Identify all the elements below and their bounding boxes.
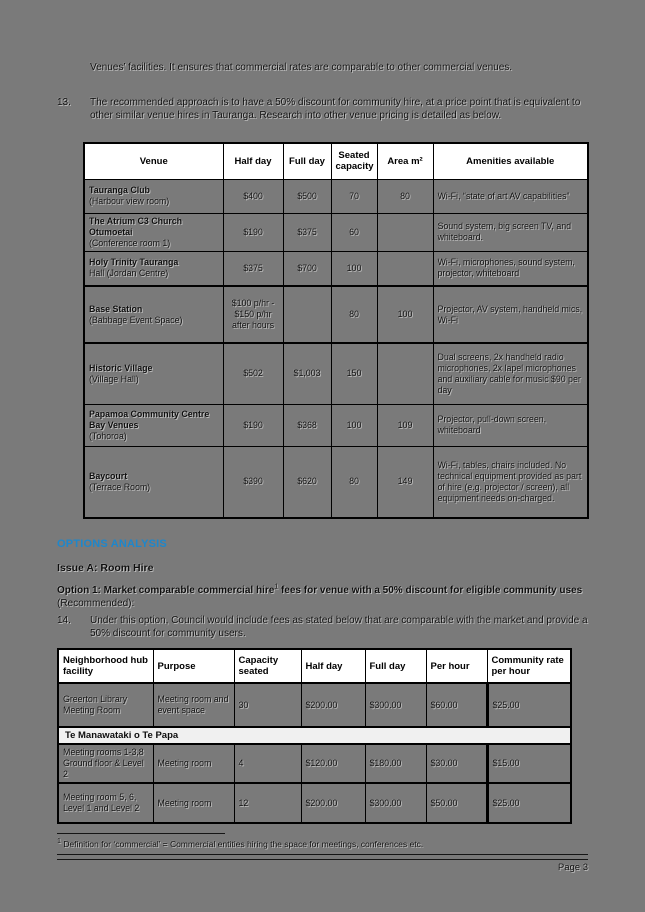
- list-number: 13.: [57, 97, 71, 108]
- community-table-header-row: [58, 649, 571, 683]
- half-day-cell: $390: [223, 446, 283, 518]
- half-day-cell: $200.00: [301, 783, 365, 823]
- col-header-half-day: Half day: [301, 649, 365, 683]
- venue-name: Baycourt: [89, 470, 128, 481]
- per-hour-cell: $30.00: [426, 744, 487, 783]
- option1-bold-text: fees for venue with a 50% discount for eligible community uses: [278, 585, 583, 596]
- seated-cell: 80: [331, 446, 377, 518]
- venue-row: [84, 446, 588, 518]
- area-cell: 80: [377, 179, 433, 213]
- venues-table: [83, 142, 589, 519]
- venue-name: Historic Village: [89, 362, 153, 373]
- paragraph-continuation: Venues’ facilities. It ensures that commercial rates are comparable to other commercial venues.: [90, 62, 513, 73]
- venue-subname: (Village Hall): [89, 373, 139, 384]
- amenities-cell: Projector, AV system, handheld mics, Wi-Fi: [433, 286, 588, 343]
- half-day-cell: $200.00: [301, 683, 365, 727]
- venue-subname: (Babbage Event Space): [89, 314, 183, 325]
- venue-subname: (Conference room 1): [89, 237, 171, 248]
- amenities-cell: Dual screens, 2x handheld radio microphones, 2x lapel microphones and auxiliary cable for music $90 per day: [433, 343, 588, 404]
- amenities-cell: Projector, pull-down screen, whiteboard: [433, 404, 588, 446]
- half-day-cell: $375: [223, 251, 283, 286]
- footnote-text: Definition for ‘commercial’ = Commercial entities hiring the space for meetings, conferences etc.: [60, 839, 424, 849]
- venue-subname: (Terrace Room): [89, 481, 151, 492]
- full-day-cell: $368: [283, 404, 331, 446]
- list-number: 14.: [57, 615, 71, 626]
- full-day-cell: $500: [283, 179, 331, 213]
- venue-row: [84, 179, 588, 213]
- option1-heading: [57, 584, 585, 610]
- page-number: Page 3: [557, 862, 588, 873]
- col-header-half-day: Half day: [223, 143, 283, 179]
- footnote-separator: [57, 833, 225, 834]
- seated-cell: 100: [331, 251, 377, 286]
- capacity-cell: 12: [234, 783, 301, 823]
- list-text: Under this option, Council would include fees as stated below that are comparable with the market and provide a 50% discount for community users.: [90, 615, 588, 639]
- purpose-cell: Meeting room and event space: [153, 683, 234, 727]
- venue-row: [84, 286, 588, 343]
- col-header-area: Area m²: [377, 143, 433, 179]
- community-rates-table: [57, 648, 572, 824]
- per-hour-cell: $60.00: [426, 683, 487, 727]
- venue-name: Base Station: [89, 303, 143, 314]
- seated-cell: 60: [331, 213, 377, 251]
- col-header-capacity: Capacity seated: [234, 649, 301, 683]
- list-item-14: [57, 614, 590, 640]
- area-cell: [377, 343, 433, 404]
- purpose-cell: Meeting room: [153, 744, 234, 783]
- full-day-cell: $620: [283, 446, 331, 518]
- half-day-cell: $100 p/hr - $150 p/hr after hours: [223, 286, 283, 343]
- col-header-full-day: Full day: [283, 143, 331, 179]
- venue-name: The Atrium C3 Church Otumoetai: [89, 215, 183, 237]
- full-day-cell: $1,003: [283, 343, 331, 404]
- community-row: [58, 683, 571, 727]
- col-header-purpose: Purpose: [153, 649, 234, 683]
- full-day-cell: [283, 286, 331, 343]
- venue-name: Holy Trinity Tauranga: [89, 257, 179, 268]
- capacity-cell: 30: [234, 683, 301, 727]
- amenities-cell: Wi-Fi, “state of art AV capabilities”: [433, 179, 588, 213]
- col-header-community-rate: Community rate per hour: [487, 649, 571, 683]
- col-header-per-hour: Per hour: [426, 649, 487, 683]
- half-day-cell: $400: [223, 179, 283, 213]
- list-text: The recommended approach is to have a 50% discount for community hire, at a price point that is equivalent to other similar venue hires in Tauranga. Research into other venue pricing is detailed as below.: [90, 97, 581, 121]
- venue-row: [84, 213, 588, 251]
- full-day-cell: $700: [283, 251, 331, 286]
- section-heading-options-analysis: OPTIONS ANALYSIS: [57, 538, 167, 550]
- col-header-venue: Venue: [84, 143, 223, 179]
- col-header-amenities: Amenities available: [433, 143, 588, 179]
- col-header-full-day: Full day: [365, 649, 426, 683]
- issue-heading: Issue A: Room Hire: [57, 562, 154, 574]
- purpose-cell: Meeting room: [153, 783, 234, 823]
- half-day-cell: $120.00: [301, 744, 365, 783]
- full-day-cell: $375: [283, 213, 331, 251]
- community-row: [58, 744, 571, 783]
- amenities-cell: Sound system, big screen TV, and whiteboard.: [433, 213, 588, 251]
- area-cell: 149: [377, 446, 433, 518]
- footnote: [57, 839, 577, 850]
- footnote-number: 1: [57, 838, 61, 846]
- amenities-cell: Wi-Fi, tables, chairs included. No technical equipment provided as part of hire (e.g. projector / screen), all equipment needs on-charged.: [433, 446, 588, 518]
- community-rate-cell: $25.00: [487, 683, 571, 727]
- venues-table-header-row: [84, 143, 588, 179]
- venue-subname: Hall (Jordan Centre): [89, 268, 169, 279]
- facility-cell: Greerton Library Meeting Room: [58, 683, 153, 727]
- group-row-te-manawataki: [58, 727, 571, 744]
- footnote-reference: 1: [274, 583, 279, 591]
- list-item-13: [57, 96, 590, 122]
- community-row: [58, 783, 571, 823]
- seated-cell: 70: [331, 179, 377, 213]
- footer-rule: [57, 854, 588, 860]
- area-cell: 100: [377, 286, 433, 343]
- facility-cell: Meeting room 5, 6, Level 1 and Level 2: [58, 783, 153, 823]
- venue-row: [84, 251, 588, 286]
- full-day-cell: $300.00: [365, 683, 426, 727]
- half-day-cell: $502: [223, 343, 283, 404]
- group-row-label: Te Manawataki o Te Papa: [58, 727, 571, 744]
- community-rate-cell: $15.00: [487, 744, 571, 783]
- full-day-cell: $180.00: [365, 744, 426, 783]
- venue-row: [84, 404, 588, 446]
- venue-name: Tauranga Club: [89, 185, 150, 195]
- option1-recommended-text: (Recommended):: [57, 598, 135, 609]
- per-hour-cell: $50.00: [426, 783, 487, 823]
- community-rate-cell: $25.00: [487, 783, 571, 823]
- col-header-seated: Seated capacity: [331, 143, 377, 179]
- venue-subname: (Harbour view room): [89, 196, 170, 206]
- option1-bold-text: Option 1: Market comparable commercial hire: [57, 585, 275, 596]
- col-header-facility: Neighborhood hub facility: [58, 649, 153, 683]
- amenities-cell: Wi-Fi, microphones, sound system, projector, whiteboard: [433, 251, 588, 286]
- venue-row: [84, 343, 588, 404]
- area-cell: 109: [377, 404, 433, 446]
- area-cell: [377, 251, 433, 286]
- facility-cell: Meeting rooms 1-3,8 Ground floor & Level 2: [58, 744, 153, 783]
- seated-cell: 80: [331, 286, 377, 343]
- seated-cell: 100: [331, 404, 377, 446]
- half-day-cell: $190: [223, 213, 283, 251]
- venue-name: Papamoa Community Centre Bay Venues: [89, 408, 210, 430]
- area-cell: [377, 213, 433, 251]
- full-day-cell: $300.00: [365, 783, 426, 823]
- venue-subname: (Tohoroa): [89, 430, 127, 441]
- capacity-cell: 4: [234, 744, 301, 783]
- half-day-cell: $190: [223, 404, 283, 446]
- seated-cell: 150: [331, 343, 377, 404]
